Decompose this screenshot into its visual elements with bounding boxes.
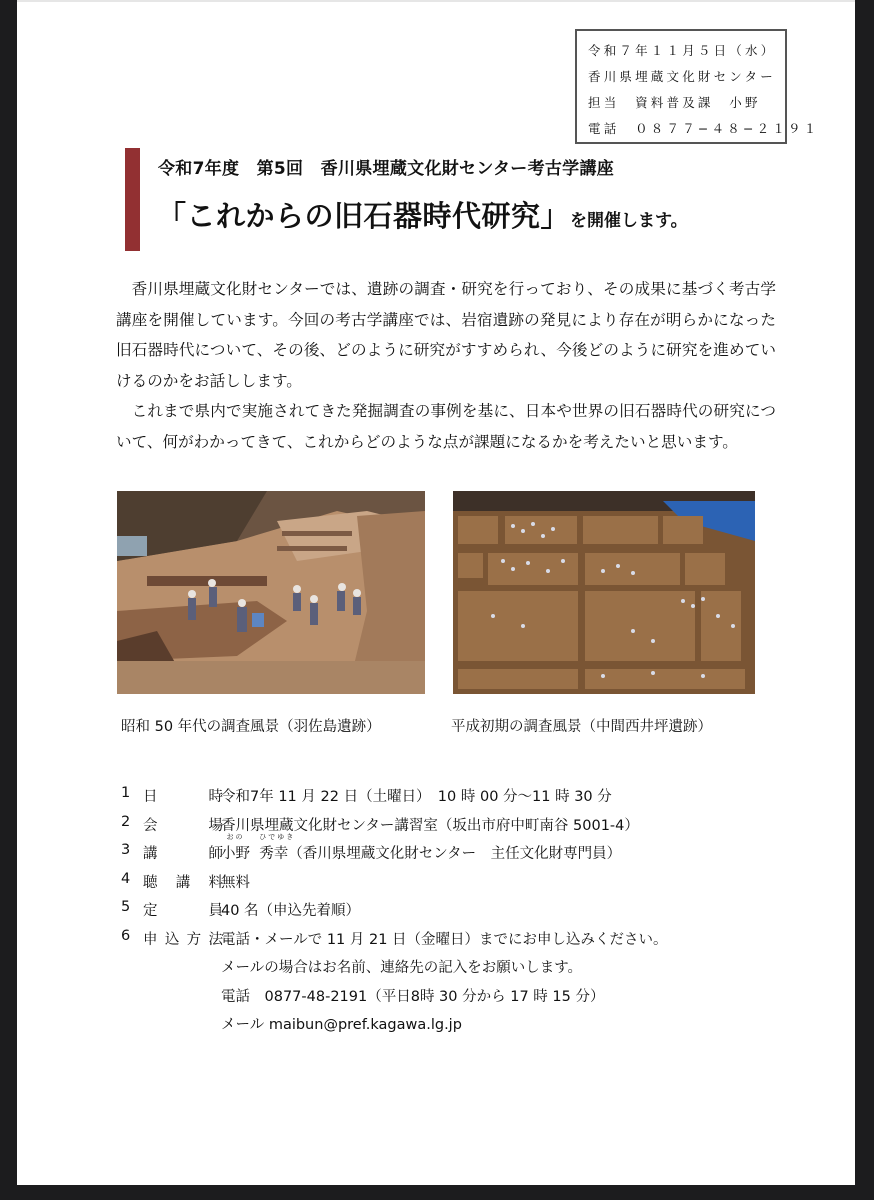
lecturer-given-name bbox=[259, 833, 296, 863]
intro-paragraph: これまで県内で実施されてきた発掘調査の事例を基に、日本や世界の旧石器時代の研究について、何がわかってきて、これからどのような点が課題になるかを考えたいと思います。 bbox=[116, 402, 776, 451]
label-char: 申 bbox=[143, 931, 158, 948]
label-char: 料 bbox=[208, 874, 223, 891]
surname-reading: おの bbox=[226, 833, 245, 841]
item-value: 無料 bbox=[221, 874, 250, 891]
item-label bbox=[143, 842, 223, 863]
lecture-series-subtitle: 令和7年度 第5回 香川県埋蔵文化財センター考古学講座 bbox=[158, 159, 615, 179]
item-value: 令和7年 11 月 22 日（土曜日） 10 時 00 分～11 時 30 分 bbox=[221, 789, 612, 805]
phone-text: 電話 0877-48-2191（平日8時 30 分から 17 時 15 分） bbox=[221, 988, 605, 1005]
excavation-photo-nakama-nishiitsubo bbox=[453, 491, 755, 694]
item-label bbox=[143, 871, 223, 892]
lecturer-value bbox=[221, 833, 622, 863]
item-value: 40 名（申込先着順） bbox=[221, 903, 361, 919]
excavation-photo-hasashima bbox=[117, 491, 425, 694]
title-suffix: を開催します。 bbox=[570, 211, 688, 231]
item-number: 4 bbox=[121, 870, 131, 887]
contact-info-box bbox=[575, 29, 820, 144]
item-label bbox=[143, 785, 223, 806]
item-label bbox=[143, 899, 223, 920]
organization-name: 香川県埋蔵文化財センター bbox=[588, 69, 776, 84]
photo-caption: 平成初期の調査風景（中間西井坪遺跡） bbox=[451, 719, 712, 735]
label-char: 会 bbox=[143, 817, 158, 834]
surname: 小野 bbox=[221, 846, 250, 862]
given-name: 秀幸 bbox=[259, 846, 289, 862]
label-char: 定 bbox=[143, 903, 158, 919]
item-label bbox=[143, 814, 223, 835]
label-char: 時 bbox=[208, 789, 223, 805]
item-number: 6 bbox=[121, 927, 131, 944]
label-char: 込 bbox=[164, 931, 180, 948]
item-number: 1 bbox=[121, 785, 131, 801]
item-label bbox=[143, 928, 223, 949]
item-number: 3 bbox=[121, 842, 131, 858]
item-value: 電話・メールで 11 月 21 日（金曜日）までにお申し込みください。 bbox=[221, 931, 668, 948]
label-char: 法 bbox=[208, 931, 223, 948]
label-char: 場 bbox=[208, 817, 223, 834]
intro-paragraph: 香川県埋蔵文化財センターでは、遺跡の調査・研究を行っており、その成果に基づく考古学講座を開催しています。今回の考古学講座では、岩宿遺跡の発見により存在が明らかになった旧石器時代について、その後、どのように研究がすすめられ、今後どのように研究を進めていけるのかをお話しします。 bbox=[116, 280, 776, 390]
email-link[interactable]: メール maibun@pref.kagawa.lg.jp bbox=[221, 1017, 462, 1033]
photo-caption: 昭和 50 年代の調査風景（羽佐島遺跡） bbox=[121, 719, 381, 735]
page-title bbox=[157, 194, 688, 235]
intro-text bbox=[116, 274, 776, 458]
contact-phone: 電話 ０８７７−４８−２１９１ bbox=[588, 121, 820, 136]
title-accent-bar bbox=[125, 148, 140, 251]
item-number: 2 bbox=[121, 813, 131, 830]
lecturer-affiliation: （香川県埋蔵文化財センター 主任文化財専門員） bbox=[288, 846, 622, 862]
contact-person: 担当 資料普及課 小野 bbox=[588, 95, 761, 110]
item-number: 5 bbox=[121, 899, 131, 915]
label-char: 方 bbox=[186, 931, 202, 948]
note-text: メールの場合はお名前、連絡先の記入をお願いします。 bbox=[221, 960, 583, 976]
given-reading: ひでゆき bbox=[259, 833, 296, 841]
label-char: 講 bbox=[143, 846, 158, 862]
label-char: 師 bbox=[208, 846, 223, 862]
issue-date: 令和７年１１月５日（水） bbox=[588, 43, 777, 58]
lecturer-surname bbox=[221, 833, 250, 863]
flyer-page bbox=[17, 0, 855, 1185]
label-char: 講 bbox=[175, 874, 191, 891]
label-char: 日 bbox=[143, 789, 158, 805]
item-value: 香川県埋蔵文化財センター講習室（坂出市府中町南谷 5001-4） bbox=[221, 817, 639, 834]
lecture-title: 「これからの旧石器時代研究」 bbox=[157, 199, 571, 233]
label-char: 員 bbox=[208, 903, 223, 919]
label-char: 聴 bbox=[143, 874, 158, 891]
